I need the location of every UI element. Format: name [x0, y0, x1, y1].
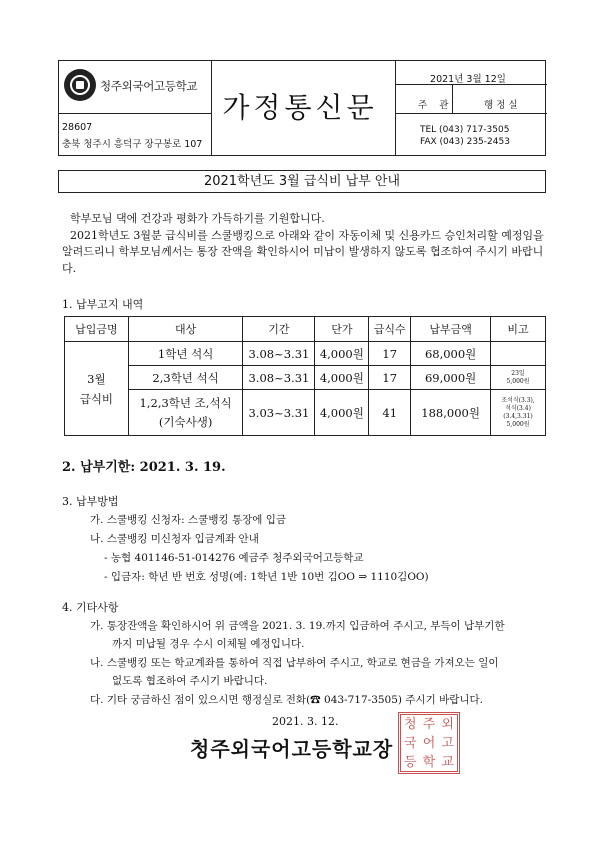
header-divider	[395, 113, 547, 114]
count-cell: 17	[369, 342, 411, 366]
school-emblem-icon	[64, 69, 96, 101]
table-header-row	[65, 317, 546, 342]
table-header: 납부금액	[411, 317, 491, 342]
target-cell: 1,2,3학년 조,석식 (기숙사생)	[128, 390, 243, 436]
amount-cell: 69,000원	[411, 366, 491, 390]
table-header: 급식수	[369, 317, 411, 342]
principal-signature: 청주외국어고등학교장	[190, 737, 394, 761]
document-title: 가정통신문	[222, 91, 378, 124]
count-cell: 41	[369, 390, 411, 436]
footer-date: 2021. 3. 12.	[272, 715, 339, 728]
issue-date: 2021년 3월 12일	[430, 74, 506, 85]
amount-cell: 68,000원	[411, 342, 491, 366]
method-item: 나. 스쿨뱅킹 미신청자 입금계좌 안내	[90, 533, 259, 545]
note-cell: 조석식(3.3), 석식(3.4)(3.4,3.31) 5,000원	[491, 390, 546, 436]
amount-cell: 188,000원	[411, 390, 491, 436]
intro-paragraph	[62, 211, 546, 277]
price-cell: 4,000원	[315, 366, 369, 390]
tel-number: TEL (043) 717-3505	[420, 125, 510, 135]
intro-body: 2021학년도 3월분 급식비를 스쿨뱅킹으로 아래와 같이 자동이체 및 신용카드 승인처리할 예정임을 알려드리니 학부모님께서는 통장 잔액을 확인하시어 미납이 발생하지 않도록 협조하여 주시기 바랍니다.	[62, 228, 544, 275]
manager-value: 행 정 실	[484, 100, 518, 111]
price-cell: 4,000원	[315, 390, 369, 436]
manager-label: 주 관	[418, 100, 449, 111]
table-row	[65, 366, 546, 390]
deadline-label: 2. 납부기한:	[62, 460, 136, 475]
note-cell: 23일 5,000원	[491, 366, 546, 390]
school-name: 청주외국어고등학교	[100, 79, 198, 93]
section3-title: 3. 납부방법	[62, 495, 119, 508]
group-label-cell: 3월 급식비	[65, 342, 129, 436]
note-item: 까지 미납될 경우 수시 이체될 예정입니다.	[112, 638, 305, 650]
table-header: 단가	[315, 317, 369, 342]
target-cell: 1학년 석식	[128, 342, 243, 366]
note-item: 가. 통장잔액을 확인하시어 위 금액을 2021. 3. 19.까지 입금하여 주시고, 부득이 납부기한	[90, 620, 505, 632]
school-address: 충북 청주시 흥덕구 장구봉로 107	[62, 139, 203, 150]
period-cell: 3.03~3.31	[243, 390, 315, 436]
period-cell: 3.08~3.31	[243, 342, 315, 366]
bank-account: - 농협 401146-51-014276 예금주 청주외국어고등학교	[104, 552, 364, 564]
section4-title: 4. 기타사항	[62, 601, 119, 614]
table-header: 비고	[491, 317, 546, 342]
section1-title: 1. 납부고지 내역	[62, 298, 144, 311]
header-divider	[211, 61, 212, 155]
fax-number: FAX (043) 235-2453	[420, 137, 510, 147]
target-cell: 2,3학년 석식	[128, 366, 243, 390]
depositor-format: - 입금자: 학년 반 번호 성명(예: 1학년 1반 10번 김OO ⇒ 1110김OO)	[104, 571, 429, 583]
note-cell	[491, 342, 546, 366]
method-item: 가. 스쿨뱅킹 신청자: 스쿨뱅킹 통장에 입금	[90, 514, 286, 526]
note-item: 다. 기타 궁금하신 점이 있으시면 행정실로 전화(☎ 043-717-3505) 주시기 바랍니다.	[90, 694, 484, 706]
payment-deadline	[62, 456, 226, 475]
table-row	[65, 390, 546, 436]
note-item: 나. 스쿨뱅킹 또는 학교계좌를 통하여 직접 납부하여 주시고, 학교로 현금을 가져오는 일이	[90, 657, 499, 669]
table-header: 대상	[128, 317, 243, 342]
intro-greeting: 학부모님 댁에 건강과 평화가 가득하기를 기원합니다.	[70, 212, 325, 225]
header-divider	[452, 84, 453, 113]
postal-code: 28607	[62, 122, 93, 133]
table-header: 납입금명	[65, 317, 129, 342]
fee-table	[64, 316, 546, 436]
deadline-value: 2021. 3. 19.	[139, 460, 226, 475]
note-item: 없도록 협조하여 주시기 바랍니다.	[112, 675, 268, 687]
header-divider	[59, 113, 211, 114]
period-cell: 3.08~3.31	[243, 366, 315, 390]
table-header: 기간	[243, 317, 315, 342]
count-cell: 17	[369, 366, 411, 390]
table-row	[65, 342, 546, 366]
price-cell: 4,000원	[315, 342, 369, 366]
subject-box: 2021학년도 3월 급식비 납부 안내	[58, 170, 546, 193]
official-seal-stamp: 청 주 외 국 어 고 등 학 교	[398, 712, 460, 774]
